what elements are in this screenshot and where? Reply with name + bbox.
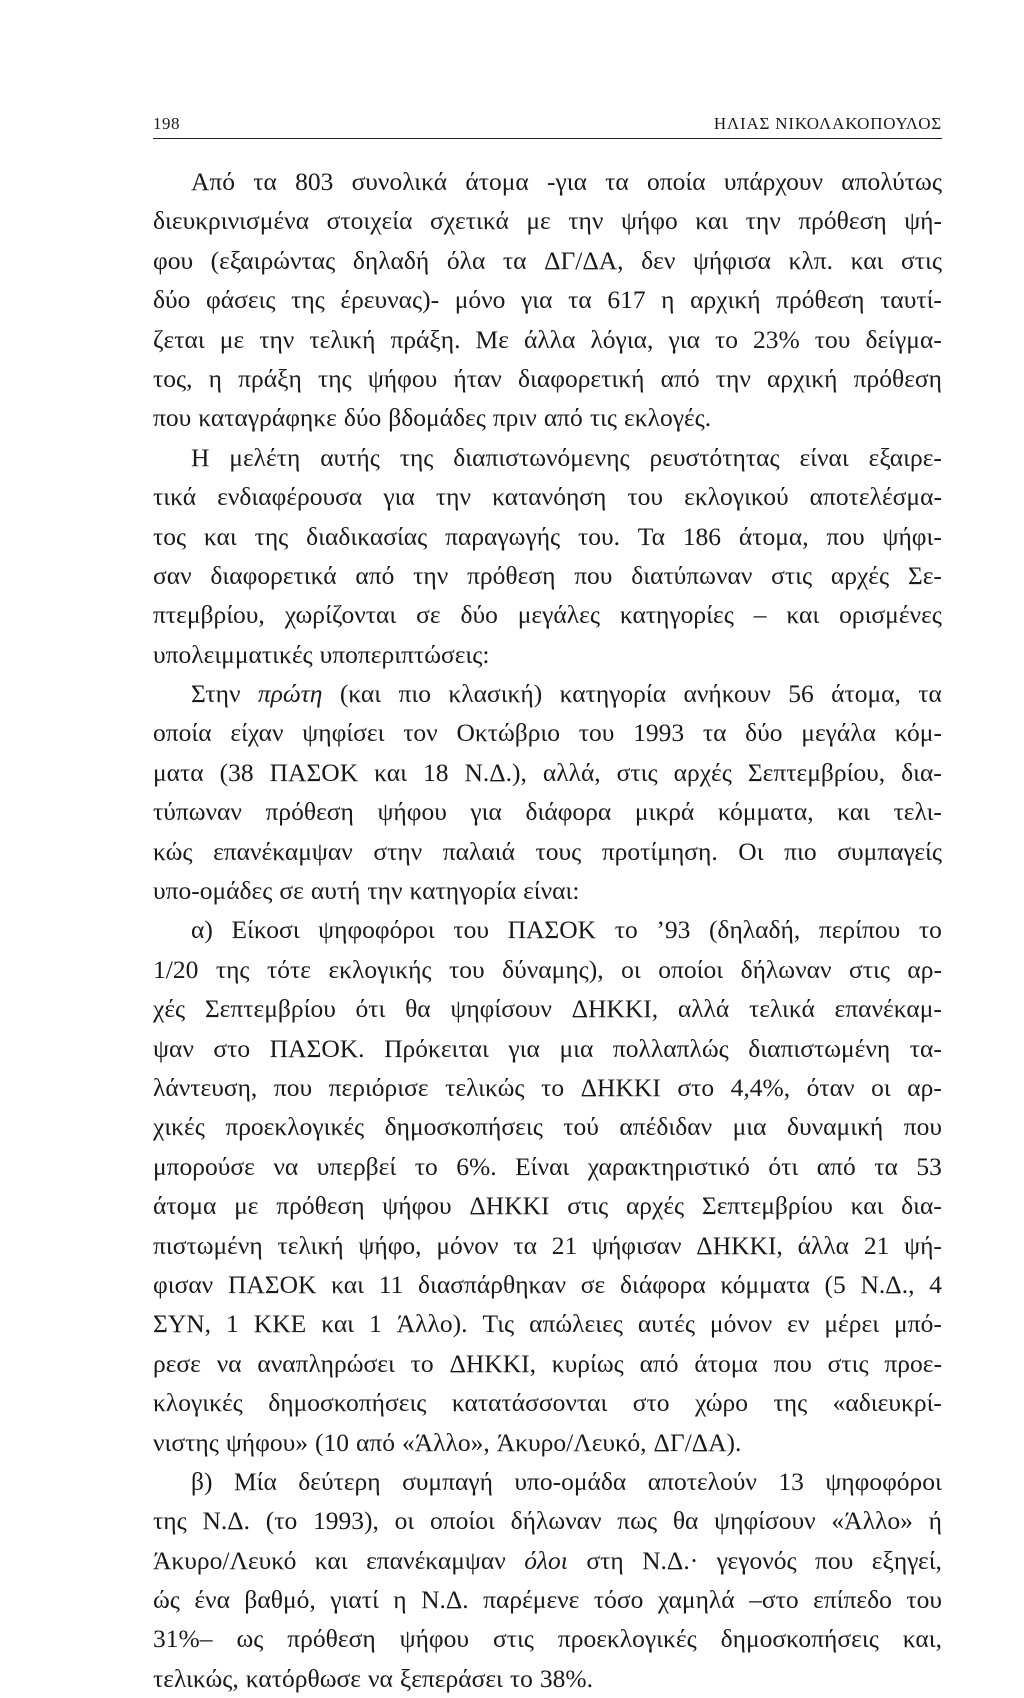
text-line: κλογικές δημοσκοπήσεις κατατάσσονται στο χώρο της «αδιευκρί- — [153, 1388, 942, 1418]
text-line: λάντευση, που περιόρισε τελικώς το ΔΗΚΚΙ στο 4,4%, όταν οι αρ- — [153, 1072, 942, 1102]
text-line: μπορούσε να υπερβεί το 6%. Είναι χαρακτηριστικό ότι από τα 53 — [153, 1151, 942, 1181]
text-line: Η μελέτη αυτής της διαπιστωνόμενης ρευστότητας είναι εξαιρε- — [191, 442, 942, 472]
text-line: ρεσε να αναπληρώσει το ΔΗΚΚΙ, κυρίως από άτομα που στις προε- — [153, 1348, 942, 1378]
text-line: ώς ένα βαθμό, γιατί η Ν.Δ. παρέμενε τόσο χαμηλά –στο επίπεδο του — [153, 1585, 942, 1615]
text-line: ζεται με την τελική πράξη. Με άλλα λόγια, για το 23% του δείγμα- — [153, 324, 942, 354]
body-text — [153, 162, 942, 1698]
text-line: φισαν ΠΑΣΟΚ και 11 διασπάρθηκαν σε διάφορα κόμματα (5 Ν.Δ., 4 — [153, 1269, 942, 1299]
text-line: της Ν.Δ. (το 1993), οι οποίοι δήλωναν πως θα ψηφίσουν «Άλλο» ή — [153, 1506, 942, 1536]
text-line: πτεμβρίου, χωρίζονται σε δύο μεγάλες κατηγορίες – και ορισμένες — [153, 600, 942, 630]
text-line: νιστης ψήφου» (10 από «Άλλο», Άκυρο/Λευκό, ΔΓ/ΔΑ). — [153, 1427, 742, 1457]
text-line: τος και της διαδικασίας παραγωγής του. Τα 186 άτομα, που ψήφι- — [153, 521, 942, 551]
running-header — [153, 112, 942, 139]
text-line: Άκυρο/Λευκό και επανέκαμψαν όλοι στη Ν.Δ.· γεγονός που εξηγεί, — [153, 1545, 942, 1575]
text-line: τελικώς, κατόρθωσε να ξεπεράσει το 38%. — [153, 1663, 594, 1693]
text-line: πιστωμένη τελική ψήφο, μόνον τα 21 ψήφισαν ΔΗΚΚΙ, άλλα 21 ψή- — [153, 1230, 942, 1260]
text-line: 1/20 της τότε εκλογικής του δύναμης), οι οποίοι δήλωναν στις αρ- — [153, 954, 942, 984]
running-title: ΗΛΙΑΣ ΝΙΚΟΛΑΚΟΠΟΥΛΟΣ — [713, 114, 942, 133]
text-line: χικές προεκλογικές δημοσκοπήσεις τού απέδιδαν μια δυναμική που — [153, 1112, 942, 1142]
text-line: τικά ενδιαφέρουσα για την κατανόηση του εκλογικού αποτελέσμα- — [153, 482, 942, 512]
text-line: υπολειμματικές υποπεριπτώσεις: — [153, 639, 490, 669]
text-line: ψαν στο ΠΑΣΟΚ. Πρόκειται για μια πολλαπλώς διαπιστωμένη τα- — [153, 1033, 942, 1063]
text-line: κώς επανέκαμψαν στην παλαιά τους προτίμηση. Οι πιο συμπαγείς — [153, 836, 942, 866]
text-line: τύπωναν πρόθεση ψήφου για διάφορα μικρά κόμματα, και τελι- — [153, 797, 942, 827]
text-line: δύο φάσεις της έρευνας)- μόνο για τα 617 η αρχική πρόθεση ταυτί- — [153, 285, 942, 315]
text-line: οποία είχαν ψηφίσει τον Οκτώβριο του 1993 τα δύο μεγάλα κόμ- — [153, 718, 942, 748]
text-line: α) Είκοσι ψηφοφόροι του ΠΑΣΟΚ το ’93 (δηλαδή, περίπου το — [191, 915, 942, 945]
text-line: Στην πρώτη (και πιο κλασική) κατηγορία ανήκουν 56 άτομα, τα — [191, 679, 942, 709]
text-line: ΣΥΝ, 1 ΚΚΕ και 1 Άλλο). Τις απώλειες αυτές μόνον εν μέρει μπό- — [153, 1309, 942, 1339]
text-line: που καταγράφηκε δύο βδομάδες πριν από τις εκλογές. — [153, 403, 712, 433]
text-line: φου (εξαιρώντας δηλαδή όλα τα ΔΓ/ΔΑ, δεν ψήφισα κλπ. και στις — [153, 245, 942, 275]
text-line: χές Σεπτεμβρίου ότι θα ψηφίσουν ΔΗΚΚΙ, αλλά τελικά επανέκαμ- — [153, 994, 942, 1024]
text-line: υπο-ομάδες σε αυτή την κατηγορία είναι: — [153, 876, 580, 906]
text-line: ματα (38 ΠΑΣΟΚ και 18 Ν.Δ.), αλλά, στις αρχές Σεπτεμβρίου, δια- — [153, 757, 942, 787]
text-line: 31%– ως πρόθεση ψήφου στις προεκλογικές δημοσκοπήσεις και, — [153, 1624, 942, 1654]
page-number: 198 — [153, 114, 180, 133]
text-line: διευκρινισμένα στοιχεία σχετικά με την ψήφο και την πρόθεση ψή- — [153, 206, 942, 236]
text-line: τος, η πράξη της ψήφου ήταν διαφορετική από την αρχική πρόθεση — [153, 363, 942, 393]
text-line: Από τα 803 συνολικά άτομα -για τα οποία υπάρχουν απολύτως — [191, 167, 942, 196]
text-line: σαν διαφορετικά από την πρόθεση που διατύπωναν στις αρχές Σε- — [153, 560, 942, 590]
text-line: β) Μία δεύτερη συμπαγή υπο-ομάδα αποτελούν 13 ψηφοφόροι — [191, 1466, 942, 1496]
text-line: άτομα με πρόθεση ψήφου ΔΗΚΚΙ στις αρχές Σεπτεμβρίου και δια- — [153, 1191, 942, 1221]
